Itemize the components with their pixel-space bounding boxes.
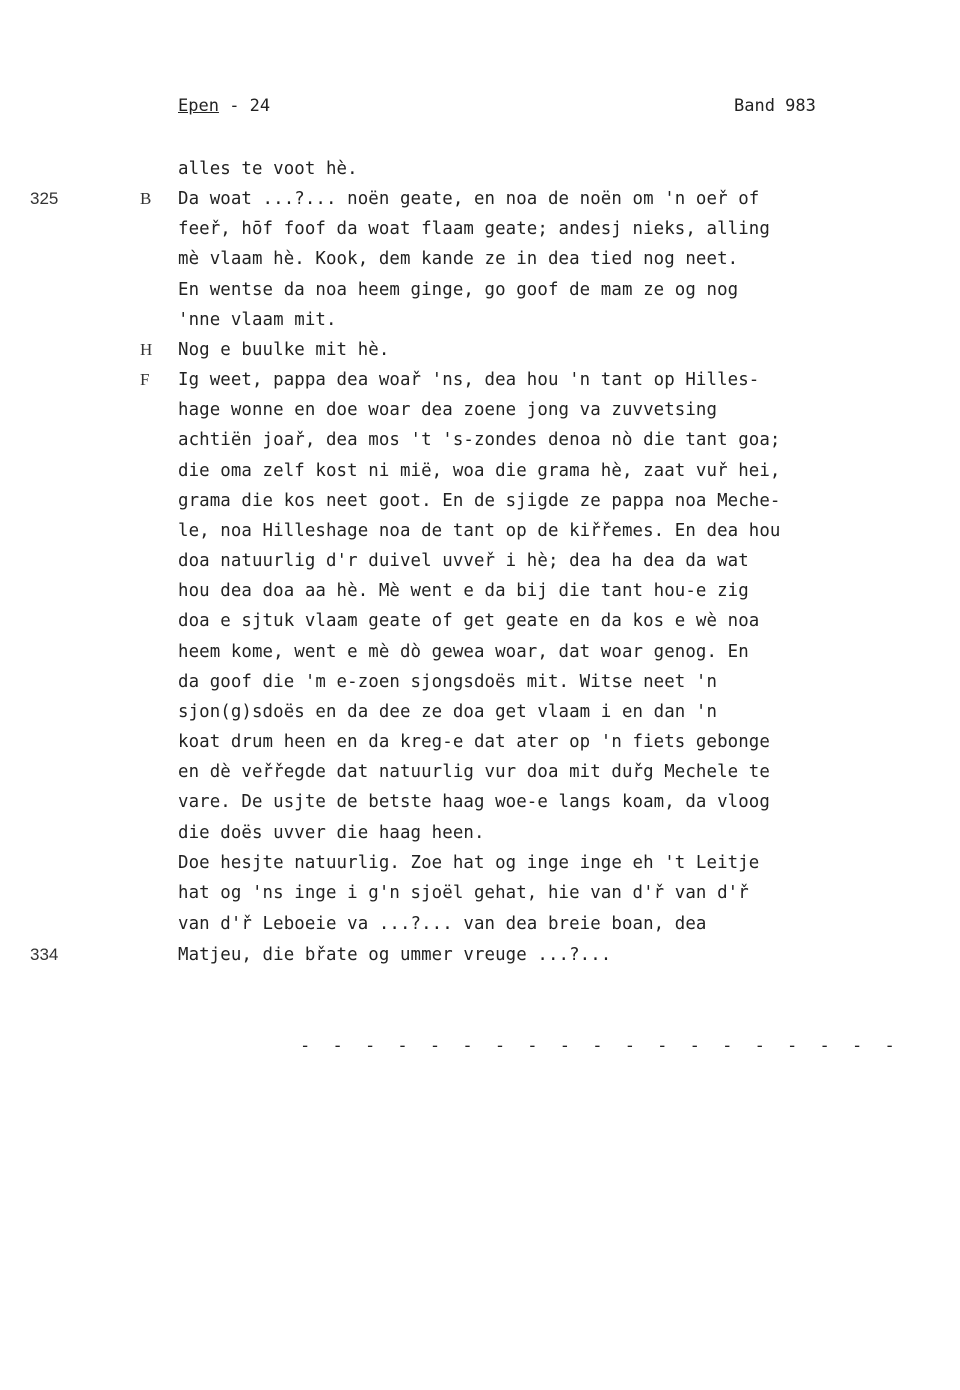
text-line: Nog e buulke mit hè. [178, 340, 390, 360]
page-header-right: Band 983 [734, 96, 816, 116]
text-line: 'nne vlaam mit. [178, 310, 337, 330]
text-line: En wentse da noa heem ginge, go goof de mam ze og nog [178, 280, 739, 300]
text-line: Doe hesjte natuurlig. Zoe hat og inge inge eh 't Leitje [178, 853, 760, 873]
text-line: hou dea doa aa hè. Mè went e da bij die tant hou-e zig [178, 581, 749, 601]
line-number: 334 [30, 945, 59, 964]
text-line: feeř, hōf foof da woat flaam geate; andesj nieks, alling [178, 219, 770, 239]
speaker-label: H [140, 340, 153, 359]
text-line: doa natuurlig d'r duivel uvveř i hè; dea ha dea da wat [178, 551, 749, 571]
text-line: koat drum heen en da kreg-e dat ater op 'n fiets gebonge [178, 732, 770, 752]
text-line: vare. De usjte de betste haag woe-e langs koam, da vloog [178, 792, 770, 812]
text-line: grama die kos neet goot. En de sjigde ze pappa noa Meche- [178, 491, 781, 511]
text-line: Ig weet, pappa dea woař 'ns, dea hou 'n tant op Hilles- [178, 370, 760, 390]
text-line: alles te voot hè. [178, 159, 358, 179]
text-line: hage wonne en doe woar dea zoene jong va zuvvetsing [178, 400, 718, 420]
text-line: die doës uvver die haag heen. [178, 823, 485, 843]
text-line: die oma zelf kost ni mië, woa die grama hè, zaat vuř hei, [178, 461, 781, 481]
text-line: achtiën joař, dea mos 't 's-zondes denoa nò die tant goa; [178, 430, 781, 450]
text-line: hat og 'ns inge i g'n sjoël gehat, hie van d'ř van d'ř [178, 883, 749, 903]
header-place: Epen [178, 96, 219, 116]
text-line: mè vlaam hè. Kook, dem kande ze in dea tied nog neet. [178, 249, 739, 269]
text-line: da goof die 'm e-zoen sjongsdoës mit. Witse neet 'n [178, 672, 718, 692]
text-line: doa e sjtuk vlaam geate of get geate en da kos e wè noa [178, 611, 760, 631]
text-line: sjon(g)sdoës en da dee ze doa get vlaam i en dan 'n [178, 702, 718, 722]
text-line: van d'ř Leboeie va ...?... van dea breie boan, dea [178, 914, 707, 934]
section-separator: - - - - - - - - - - - - - - - - - - - [300, 1036, 901, 1056]
line-number: 325 [30, 189, 59, 208]
page-header-left [178, 96, 270, 116]
speaker-label: B [140, 189, 152, 208]
text-line: Da woat ...?... noën geate, en noa de noën om 'n oeř of [178, 189, 760, 209]
speaker-label: F [140, 370, 150, 389]
text-line: en dè veřřegde dat natuurlig vur doa mit duřg Mechele te [178, 762, 770, 782]
header-page-number: - 24 [218, 96, 271, 116]
text-line: Matjeu, die břate og ummer vreuge ...?... [178, 945, 612, 965]
text-line: le, noa Hilleshage noa de tant op de kiřřemes. En dea hou [178, 521, 781, 541]
text-line: heem kome, went e mè dò gewea woar, dat woar genog. En [178, 642, 749, 662]
